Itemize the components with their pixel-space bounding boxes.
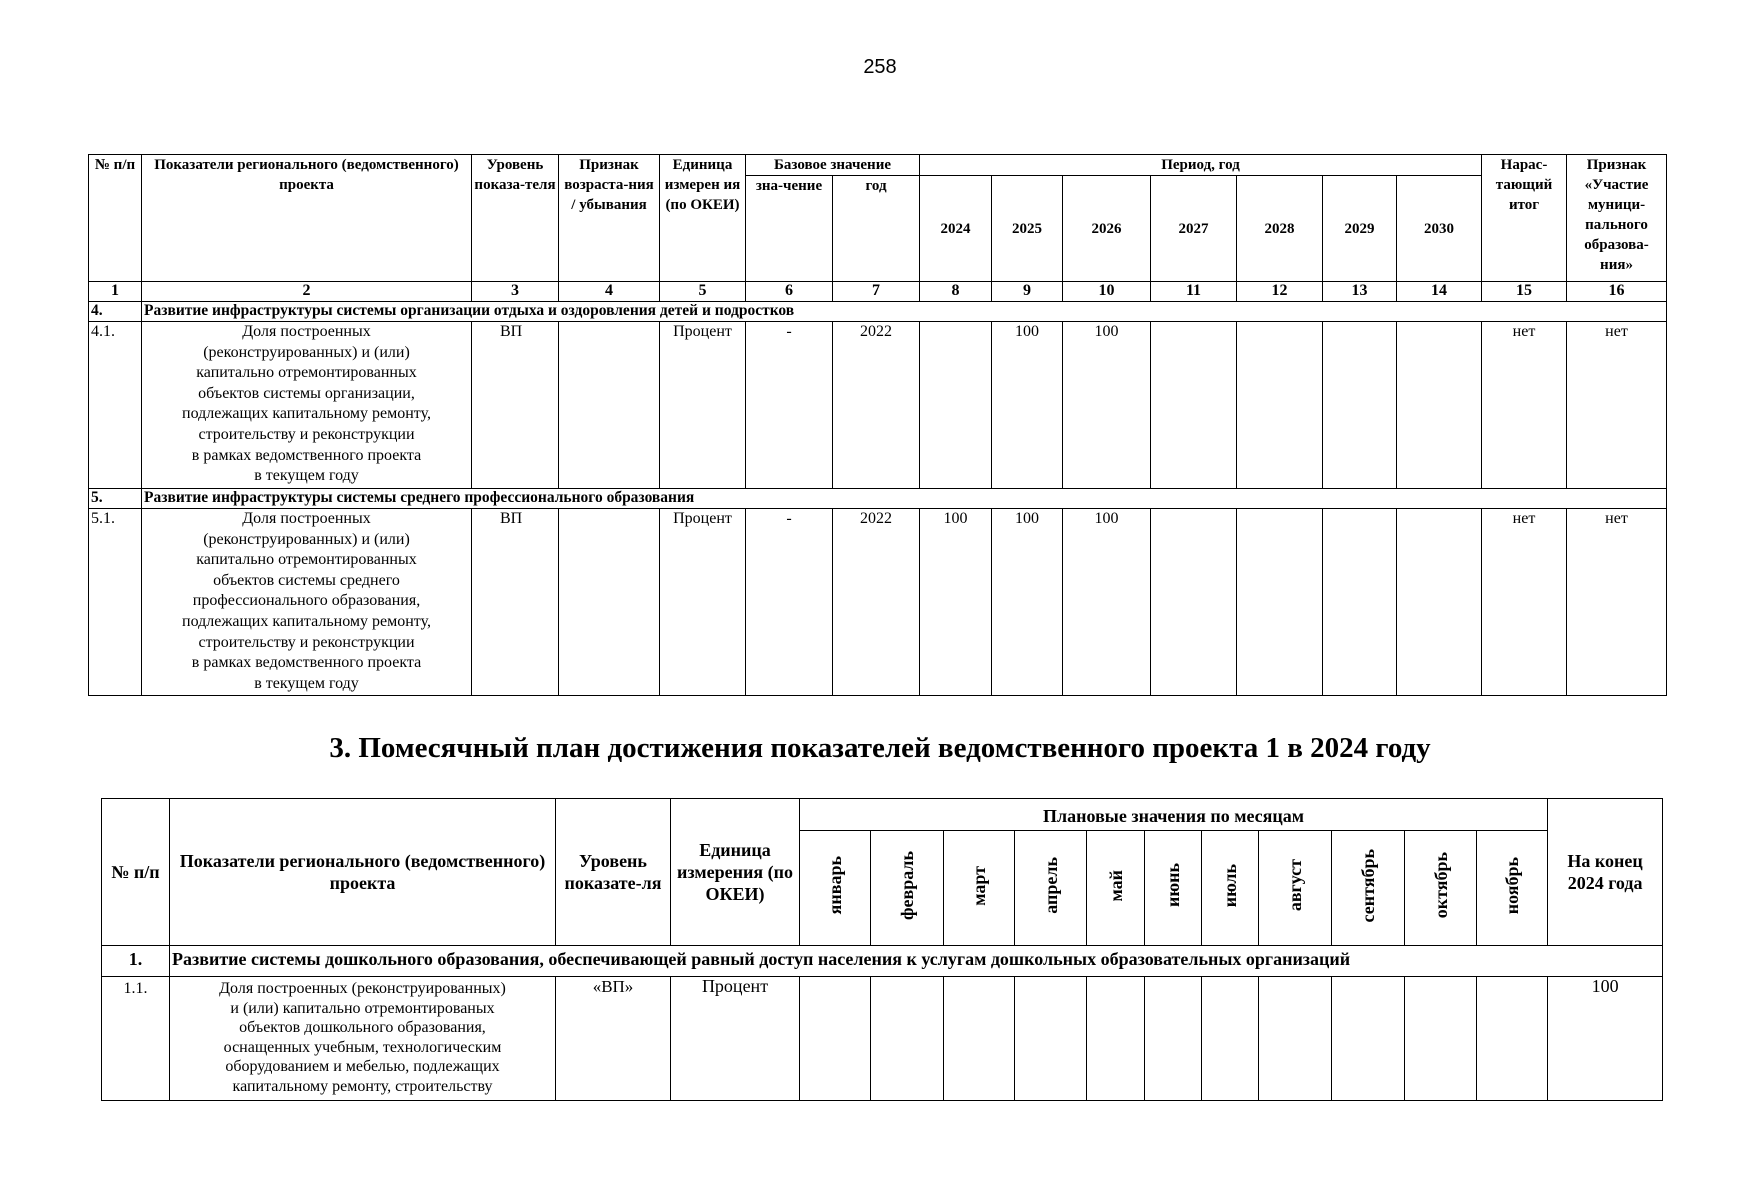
header-year: 2027 bbox=[1151, 176, 1237, 282]
year-value-cell: 100 bbox=[920, 509, 992, 696]
month-label: февраль bbox=[897, 851, 917, 920]
header-cumulative: Нарас-тающий итог bbox=[1482, 155, 1567, 282]
column-number: 15 bbox=[1482, 282, 1567, 302]
indicator-line: строительству и реконструкции bbox=[198, 633, 415, 651]
column-number: 12 bbox=[1237, 282, 1323, 302]
header-level: Уровень показате-ля bbox=[556, 799, 671, 946]
header-num: № п/п bbox=[89, 155, 142, 282]
indicator-line: капитальному ремонту, строительству bbox=[232, 1077, 493, 1095]
column-number: 13 bbox=[1323, 282, 1397, 302]
month-value-cell bbox=[1015, 977, 1087, 1101]
section-title: Развитие инфраструктуры системы организации отдыха и оздоровления детей и подростков bbox=[142, 302, 1667, 322]
month-label: январь bbox=[825, 856, 845, 915]
header-year: 2028 bbox=[1237, 176, 1323, 282]
base-value-cell: - bbox=[746, 509, 833, 696]
header-num: № п/п bbox=[102, 799, 170, 946]
month-value-cell bbox=[1477, 977, 1548, 1101]
header-month bbox=[1145, 831, 1202, 946]
indicator-line: капитально отремонтированных bbox=[196, 364, 417, 382]
indicator-line: в текущем году bbox=[254, 674, 359, 692]
column-number: 6 bbox=[746, 282, 833, 302]
indicator-line: подлежащих капитальному ремонту, bbox=[182, 612, 431, 630]
indicator-line: в рамках ведомственного проекта bbox=[191, 446, 422, 464]
header-period: Период, год bbox=[920, 155, 1482, 176]
header-end: На конец 2024 года bbox=[1548, 799, 1663, 946]
unit-cell: Процент bbox=[660, 322, 746, 489]
column-number: 3 bbox=[472, 282, 559, 302]
level-cell: ВП bbox=[472, 509, 559, 696]
year-value-cell: 100 bbox=[1063, 322, 1151, 489]
header-unit: Единица измерения (по ОКЕИ) bbox=[671, 799, 800, 946]
column-number: 1 bbox=[89, 282, 142, 302]
month-label: август bbox=[1285, 859, 1305, 912]
indicator-description bbox=[170, 977, 556, 1101]
column-number: 4 bbox=[559, 282, 660, 302]
column-number: 14 bbox=[1397, 282, 1482, 302]
header-month bbox=[1332, 831, 1405, 946]
indicator-line: оборудованием и мебелью, подлежащих bbox=[225, 1058, 500, 1076]
year-value-cell bbox=[1237, 322, 1323, 489]
header-level: Уровень показа-теля bbox=[472, 155, 559, 282]
year-value-cell bbox=[1323, 509, 1397, 696]
column-number: 9 bbox=[992, 282, 1063, 302]
header-year: 2029 bbox=[1323, 176, 1397, 282]
header-month bbox=[800, 831, 871, 946]
indicator-description bbox=[142, 509, 472, 696]
header-month bbox=[1477, 831, 1548, 946]
month-label: июнь bbox=[1163, 863, 1183, 908]
year-value-cell bbox=[1323, 322, 1397, 489]
header-year: 2026 bbox=[1063, 176, 1151, 282]
header-year: 2024 bbox=[920, 176, 992, 282]
header-base-value-value: зна-чение bbox=[746, 176, 833, 282]
year-value-cell bbox=[1151, 322, 1237, 489]
monthly-plan-table bbox=[101, 798, 1663, 1101]
month-value-cell bbox=[1332, 977, 1405, 1101]
indicator-line: оснащенных учебным, технологическим bbox=[223, 1038, 502, 1056]
month-label: апрель bbox=[1040, 857, 1061, 914]
section-number: 1. bbox=[102, 946, 170, 977]
municipal-cell: нет bbox=[1567, 509, 1667, 696]
header-month bbox=[1405, 831, 1477, 946]
header-unit: Единица измерен ия (по ОКЕИ) bbox=[660, 155, 746, 282]
month-label: май bbox=[1105, 869, 1126, 902]
level-cell: ВП bbox=[472, 322, 559, 489]
header-base-value: Базовое значение bbox=[746, 155, 920, 176]
indicator-line: объектов дошкольного образования, bbox=[239, 1019, 486, 1037]
month-label: сентябрь bbox=[1358, 848, 1378, 923]
header-municipal: Признак «Участие муници-пального образова-ния» bbox=[1567, 155, 1667, 282]
trend-cell bbox=[559, 509, 660, 696]
indicator-line: Доля построенных bbox=[242, 510, 371, 527]
indicator-line: капитально отремонтированных bbox=[196, 551, 417, 569]
row-number: 4.1. bbox=[89, 322, 142, 489]
trend-cell bbox=[559, 322, 660, 489]
column-number: 8 bbox=[920, 282, 992, 302]
section-number: 4. bbox=[89, 302, 142, 322]
municipal-cell: нет bbox=[1567, 322, 1667, 489]
header-indicator: Показатели регионального (ведомственного) проекта bbox=[142, 155, 472, 282]
indicator-line: Доля построенных bbox=[242, 323, 371, 340]
header-month bbox=[1015, 831, 1087, 946]
unit-cell: Процент bbox=[671, 977, 800, 1101]
indicator-line: в рамках ведомственного проекта bbox=[191, 654, 422, 672]
section-title: Развитие системы дошкольного образования, обеспечивающей равный доступ населения к услугам дошкольных образовательных организаций bbox=[170, 946, 1663, 977]
indicator-line: (реконструированных) и (или) bbox=[203, 343, 410, 361]
year-value-cell: 100 bbox=[992, 509, 1063, 696]
month-label: ноябрь bbox=[1502, 856, 1523, 915]
month-value-cell bbox=[1202, 977, 1259, 1101]
indicator-line: профессионального образования, bbox=[192, 592, 421, 610]
indicator-line: строительству и реконструкции bbox=[198, 425, 415, 443]
indicator-description bbox=[142, 322, 472, 489]
end-value-cell: 100 bbox=[1548, 977, 1663, 1101]
month-value-cell bbox=[1405, 977, 1477, 1101]
indicator-line: и (или) капитально отремонтированых bbox=[230, 999, 495, 1017]
month-value-cell bbox=[800, 977, 871, 1101]
cumulative-cell: нет bbox=[1482, 509, 1567, 696]
month-value-cell bbox=[1259, 977, 1332, 1101]
month-value-cell bbox=[944, 977, 1015, 1101]
header-month bbox=[1087, 831, 1145, 946]
section-title: Развитие инфраструктуры системы среднего профессионального образования bbox=[142, 489, 1667, 509]
header-year: 2025 bbox=[992, 176, 1063, 282]
unit-cell: Процент bbox=[660, 509, 746, 696]
year-value-cell: 100 bbox=[992, 322, 1063, 489]
year-value-cell bbox=[1397, 509, 1482, 696]
month-value-cell bbox=[871, 977, 944, 1101]
indicator-line: подлежащих капитальному ремонту, bbox=[182, 405, 431, 423]
header-month bbox=[871, 831, 944, 946]
header-base-value-year: год bbox=[833, 176, 920, 282]
indicators-table bbox=[88, 154, 1667, 696]
indicator-line: объектов системы организации, bbox=[198, 384, 415, 402]
level-cell: «ВП» bbox=[556, 977, 671, 1101]
indicator-line: Доля построенных (реконструированных) bbox=[219, 980, 506, 997]
year-value-cell bbox=[920, 322, 992, 489]
header-month bbox=[1202, 831, 1259, 946]
indicator-line: объектов системы среднего bbox=[213, 571, 400, 589]
cumulative-cell: нет bbox=[1482, 322, 1567, 489]
month-label: март bbox=[969, 865, 989, 906]
indicator-line: в текущем году bbox=[254, 467, 359, 485]
base-year-cell: 2022 bbox=[833, 509, 920, 696]
column-number: 5 bbox=[660, 282, 746, 302]
month-label: июль bbox=[1220, 863, 1240, 908]
header-month bbox=[1259, 831, 1332, 946]
section-heading: 3. Помесячный план достижения показателей ведомственного проекта 1 в 2024 году bbox=[329, 732, 1431, 764]
header-monthly: Плановые значения по месяцам bbox=[800, 799, 1548, 831]
column-number: 7 bbox=[833, 282, 920, 302]
year-value-cell bbox=[1237, 509, 1323, 696]
row-number: 5.1. bbox=[89, 509, 142, 696]
year-value-cell: 100 bbox=[1063, 509, 1151, 696]
year-value-cell bbox=[1397, 322, 1482, 489]
header-indicator: Показатели регионального (ведомственного) проекта bbox=[170, 799, 556, 946]
header-trend: Признак возраста-ния / убывания bbox=[559, 155, 660, 282]
column-number: 16 bbox=[1567, 282, 1667, 302]
indicator-line: (реконструированных) и (или) bbox=[203, 530, 410, 548]
base-year-cell: 2022 bbox=[833, 322, 920, 489]
header-month bbox=[944, 831, 1015, 946]
section-number: 5. bbox=[89, 489, 142, 509]
column-number: 11 bbox=[1151, 282, 1237, 302]
month-value-cell bbox=[1087, 977, 1145, 1101]
header-year: 2030 bbox=[1397, 176, 1482, 282]
page-number: 258 bbox=[863, 56, 897, 78]
column-number: 2 bbox=[142, 282, 472, 302]
month-label: октябрь bbox=[1430, 852, 1451, 919]
year-value-cell bbox=[1151, 509, 1237, 696]
column-number: 10 bbox=[1063, 282, 1151, 302]
month-value-cell bbox=[1145, 977, 1202, 1101]
base-value-cell: - bbox=[746, 322, 833, 489]
row-number: 1.1. bbox=[102, 977, 170, 1101]
